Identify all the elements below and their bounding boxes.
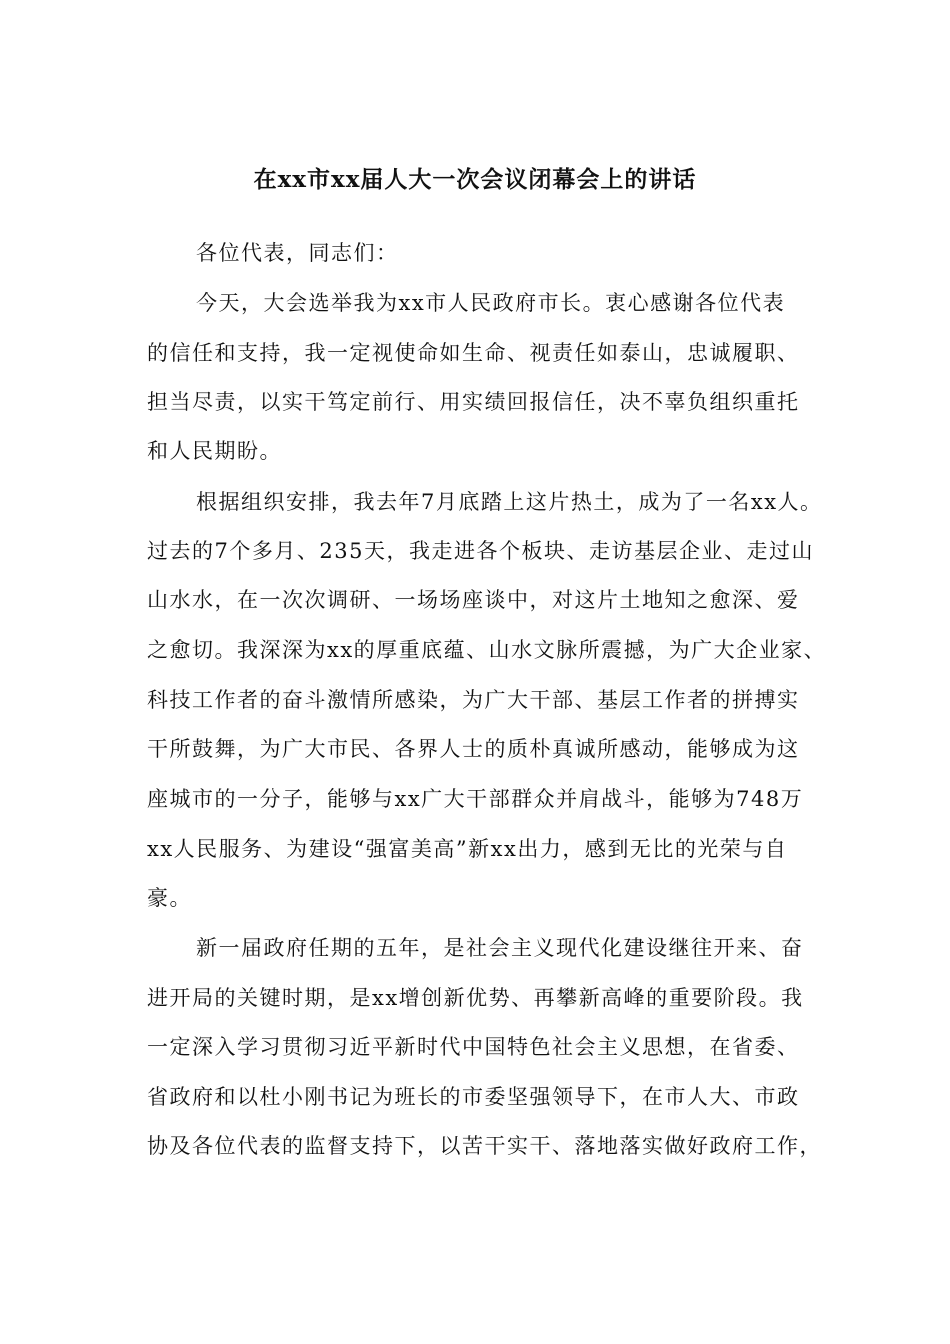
document-title: 在xx市xx届人大一次会议闭幕会上的讲话 — [253, 166, 697, 193]
paragraph-line: 一定深入学习贯彻习近平新时代中国特色社会主义思想，在省委、 — [147, 1035, 800, 1059]
paragraph-line: 进开局的关键时期，是xx增创新优势、再攀新高峰的重要阶段。我 — [147, 986, 804, 1010]
paragraph-line: 协及各位代表的监督支持下，以苦干实干、落地落实做好政府工作， — [147, 1134, 822, 1158]
paragraph-line: 之愈切。我深深为xx的厚重底蕴、山水文脉所震撼，为广大企业家、 — [147, 638, 827, 662]
paragraph-line: 的信任和支持，我一定视使命如生命、视责任如泰山，忠诚履职、 — [147, 341, 800, 365]
paragraph-line: 干所鼓舞，为广大市民、各界人士的质朴真诚所感动，能够成为这 — [147, 737, 800, 761]
paragraph-line: 座城市的一分子，能够与xx广大干部群众并肩战斗，能够为748万 — [147, 787, 804, 811]
paragraph-line: 和人民期盼。 — [147, 439, 282, 463]
paragraph-line: 今天，大会选举我为xx市人民政府市长。衷心感谢各位代表 — [196, 291, 786, 315]
salutation: 各位代表，同志们： — [196, 241, 399, 265]
paragraph-line: 省政府和以杜小刚书记为班长的市委坚强领导下，在市人大、市政 — [147, 1085, 800, 1109]
paragraph-line: 豪。 — [147, 886, 192, 910]
paragraph-line: xx人民服务、为建设“强富美高”新xx出力，感到无比的光荣与自 — [147, 837, 788, 861]
paragraph-line: 新一届政府任期的五年，是社会主义现代化建设继往开来、奋 — [196, 936, 804, 960]
paragraph-line: 过去的7个多月、235天，我走进各个板块、走访基层企业、走过山 — [147, 539, 814, 563]
paragraph-line: 山水水，在一次次调研、一场场座谈中，对这片土地知之愈深、爱 — [147, 588, 800, 612]
paragraph-line: 担当尽责，以实干笃定前行、用实绩回报信任，决不辜负组织重托 — [147, 390, 800, 414]
paragraph-line: 科技工作者的奋斗激情所感染，为广大干部、基层工作者的拼搏实 — [147, 688, 800, 712]
paragraph-line: 根据组织安排，我去年7月底踏上这片热土，成为了一名xx人。 — [196, 490, 823, 514]
